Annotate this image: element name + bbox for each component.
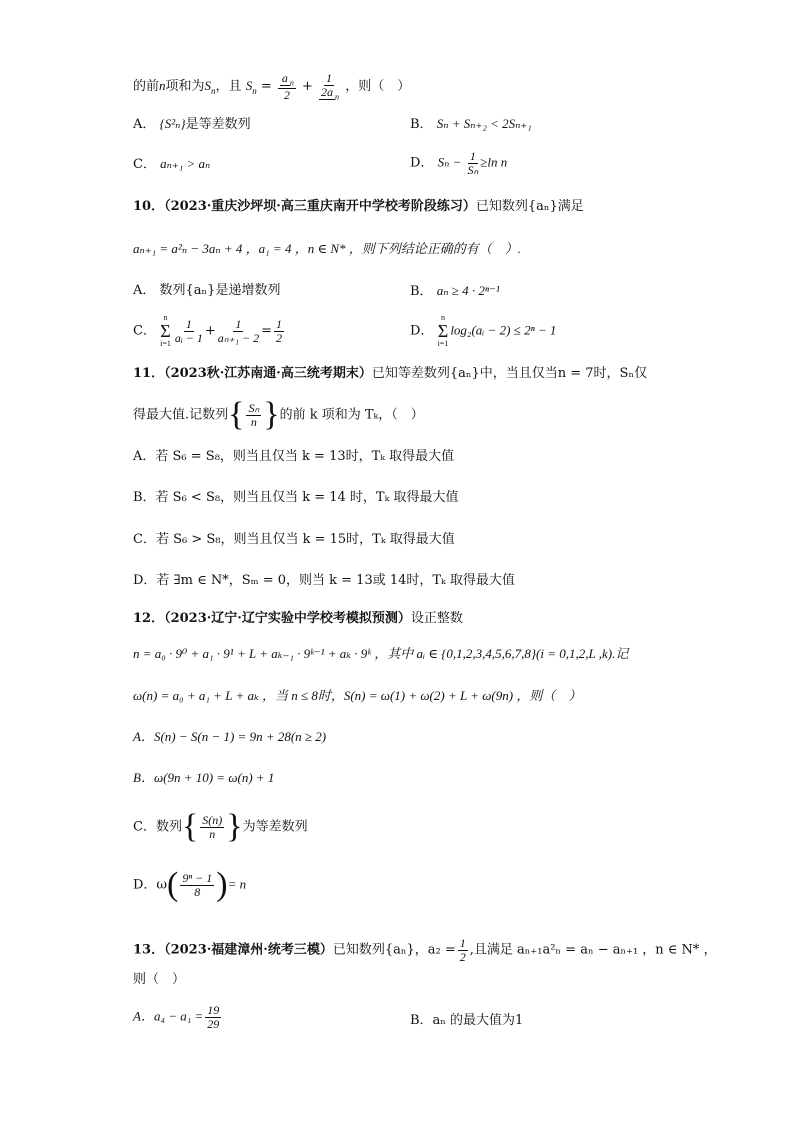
q11-option-c: C．若 S₆ > S₈，则当且仅当 k = 15时，Tₖ 取得最大值 bbox=[133, 532, 455, 547]
q13-stem-line1: 13．（2023·福建漳州·统考三模）已知数列{aₙ}，a₂ = $\frac{1}{2}$ ,且满足 aₙ₊₁a²ₙ = aₙ − aₙ₊₁ ，n ∈ N* ， bbox=[133, 936, 717, 964]
q12-stem-line3: ω(n) = a₀ + a₁ + L + aₖ ，当 n ≤ 8时，S(n) = ω(1) + ω(2) + L + ω(9n) ，则（ ） bbox=[133, 688, 582, 703]
q10-option-b: B． aₙ ≥ 4 · 2ⁿ⁻¹ bbox=[410, 283, 500, 299]
q9-option-a: A． {S²ₙ}是等差数列 bbox=[133, 116, 251, 132]
q10-sum-sign: n Σ i=1 bbox=[160, 313, 171, 348]
q11-option-b: B．若 S₆ < S₈，则当且仅当 k = 14 时，Tₖ 取得最大值 bbox=[133, 490, 459, 505]
q13-option-a: A．a₄ − a₁ = $\frac{19}{29}$ bbox=[133, 1003, 220, 1031]
q10-stem-line1: 10．（2023·重庆沙坪坝·高三重庆南开中学校考阶段练习）已知数列{aₙ}满足 bbox=[133, 199, 584, 214]
q9-option-b: B． Sₙ + Sₙ₊₂ < 2Sₙ₊₁ bbox=[410, 116, 532, 132]
q12-option-a: A．S(n) − S(n − 1) = 9n + 28(n ≥ 2) bbox=[133, 729, 327, 744]
q11-stem-line2: 得最大值.记数列{ $\frac{\text{Sₙ}}{n}$ }的前 k 项和为 Tₖ，（ ） bbox=[133, 396, 424, 433]
q10-option-d: D． n Σ i=1 log₂(aᵢ − 2) ≤ 2ⁿ − 1 bbox=[410, 313, 557, 348]
q9-stem: 的前n项和为$S_n$，且 $S_n$ = $\frac{a _n}{2}$ + $\frac{1}{2a _n}$ ，则（ ） bbox=[133, 71, 411, 102]
q13-option-b: B．aₙ 的最大值为1 bbox=[410, 1013, 524, 1028]
q11-option-d: D．若 ∃m ∈ N*，Sₘ = 0，则当 k = 13或 14时，Tₖ 取得最大值 bbox=[133, 573, 515, 588]
q11-option-a: A．若 S₆ = S₈，则当且仅当 k = 13时，Tₖ 取得最大值 bbox=[133, 449, 455, 464]
q11-stem-line1: 11．（2023秋·江苏南通·高三统考期末）已知等差数列{aₙ}中，当且仅当n = 7时，Sₙ仅 bbox=[133, 366, 648, 381]
q12-option-c: C．数列{ $\frac{S(n)}{n}$ }为等差数列 bbox=[133, 808, 308, 845]
q9-frac-an-over-2: $\frac{a _n}{2}$ bbox=[278, 72, 296, 101]
q10-option-a: A． 数列{aₙ}是递增数列 bbox=[133, 283, 281, 298]
q12-stem-line2: n = a₀ · 9⁰ + a₁ · 9¹ + L + aₖ₋₁ · 9ᵏ⁻¹ + aₖ · 9ᵏ ，其中 aᵢ ∈ {0,1,2,3,4,5,6,7,8}(i = 0,1,2,L ,k).记 bbox=[133, 646, 629, 661]
q10-stem-line2: aₙ₊₁ = a²ₙ − 3aₙ + 4 ，a₁ = 4 ，n ∈ N* ，则下列结论正确的有（ ）. bbox=[133, 241, 521, 256]
q9-frac-1-over-sn: $\frac{1}{\text{Sₙ}}$ bbox=[467, 149, 479, 177]
q12-stem-line1: 12．（2023·辽宁·辽宁实验中学校考模拟预测）设正整数 bbox=[133, 611, 463, 626]
q10-option-c: C． n Σ i=1 $\frac{1}{\text{aᵢ − 1}}$ + $\frac{1}{\text{aₙ₊₁ − 2}}$ = $\frac{1}{2}$ bbox=[133, 313, 283, 348]
q9-option-d: D． Sₙ − $\frac{1}{\text{Sₙ}}$ ≥ln n bbox=[410, 149, 508, 177]
q13-stem-line2: 则（ ） bbox=[133, 972, 186, 987]
q10-sum-sign-d: n Σ i=1 bbox=[437, 313, 449, 348]
q12-option-d: D．ω( $\frac{\text{9ⁿ − 1}}{8}$ )= n bbox=[133, 866, 247, 903]
q9-option-c: C． aₙ₊₁ > aₙ bbox=[133, 156, 211, 172]
q12-option-b: B．ω(9n + 10) = ω(n) + 1 bbox=[133, 770, 275, 785]
q9-frac-1-over-2an: $\frac{1}{2a _n}$ bbox=[321, 71, 340, 101]
